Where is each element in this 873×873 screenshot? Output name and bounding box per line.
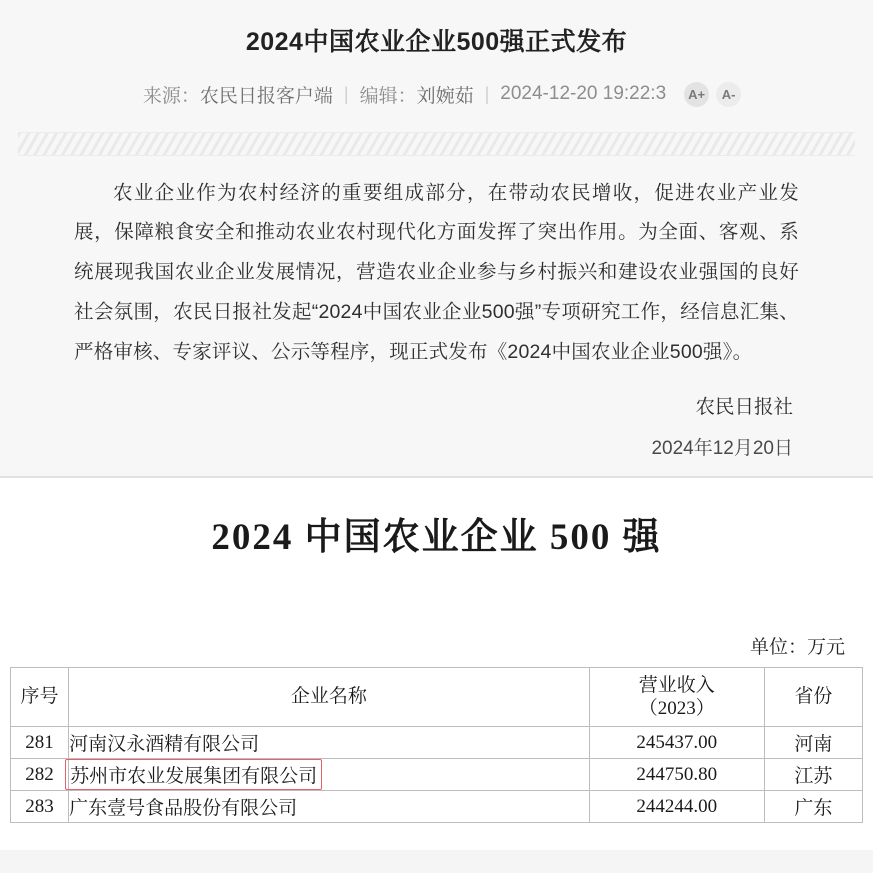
- article-paragraph: 农业企业作为农村经济的重要组成部分，在带动农民增收，促进农业产业发展，保障粮食安全和推动农业农村现代化方面发挥了突出作用。为全面、客观、系统展现我国农业企业发展情况，营造农业企业参与乡村振兴和建设农业强国的良好社会氛围，农民日报社发起“2024中国农业企业500强”专项研究工作，经信息汇集、严格审核、专家评议、公示等程序，现正式发布《2024中国农业企业500强》。: [74, 181, 799, 364]
- highlight-box: 苏州市农业发展集团有限公司: [65, 759, 322, 790]
- source-label: [132, 81, 344, 108]
- article-body: [18, 156, 855, 378]
- ranking-image-section: [0, 476, 873, 850]
- column-header-index: 序号: [11, 668, 69, 727]
- cell-revenue: 244244.00: [589, 791, 764, 823]
- ranking-title: 2024 中国农业企业 500 强: [211, 517, 662, 559]
- editor-label: [349, 81, 485, 108]
- cell-index: 281: [11, 727, 69, 759]
- cell-company-name-highlighted: [69, 759, 590, 791]
- source-label-text: 来源：: [142, 85, 200, 107]
- cell-company-name: 广东壹号食品股份有限公司: [69, 791, 590, 823]
- meta-divider-2: |: [484, 83, 490, 104]
- editor-label-text: 编辑：: [359, 85, 417, 107]
- article-signature: 农民日报社: [695, 396, 793, 419]
- article-dateline: 2024年12月20日: [651, 438, 793, 460]
- cell-province: 广东: [764, 791, 862, 823]
- cell-index: 282: [11, 759, 69, 791]
- cell-province: 河南: [764, 727, 862, 759]
- meta-divider-1: |: [343, 83, 349, 104]
- font-decrease-button[interactable]: A-: [716, 82, 741, 107]
- decorative-hatch-divider: [18, 132, 855, 156]
- editor-value: 刘婉茹: [416, 85, 474, 107]
- cell-company-name: 河南汉永酒精有限公司: [69, 727, 590, 759]
- source-value: 农民日报客户端: [199, 85, 333, 107]
- table-header-row: [11, 668, 863, 727]
- page-title: 2024中国农业企业500强正式发布: [245, 28, 628, 56]
- cell-province: 江苏: [764, 759, 862, 791]
- cell-revenue: 244750.80: [589, 759, 764, 791]
- table-row: [11, 791, 863, 823]
- column-header-name: 企业名称: [69, 668, 590, 727]
- table-row: [11, 727, 863, 759]
- cell-revenue: 245437.00: [589, 727, 764, 759]
- column-header-revenue: [589, 668, 764, 727]
- ranking-table: [10, 667, 863, 823]
- column-header-revenue-line1: 营业收入: [638, 674, 715, 696]
- cell-index: 283: [11, 791, 69, 823]
- table-row: [11, 759, 863, 791]
- column-header-province: 省份: [764, 668, 862, 727]
- column-header-revenue-line2: （2023）: [638, 698, 715, 720]
- ranking-unit-note: 单位：万元: [749, 637, 845, 659]
- font-increase-button[interactable]: A+: [684, 82, 709, 107]
- article-meta: [18, 81, 855, 132]
- timestamp: 2024-12-20 19:22:3: [500, 83, 667, 104]
